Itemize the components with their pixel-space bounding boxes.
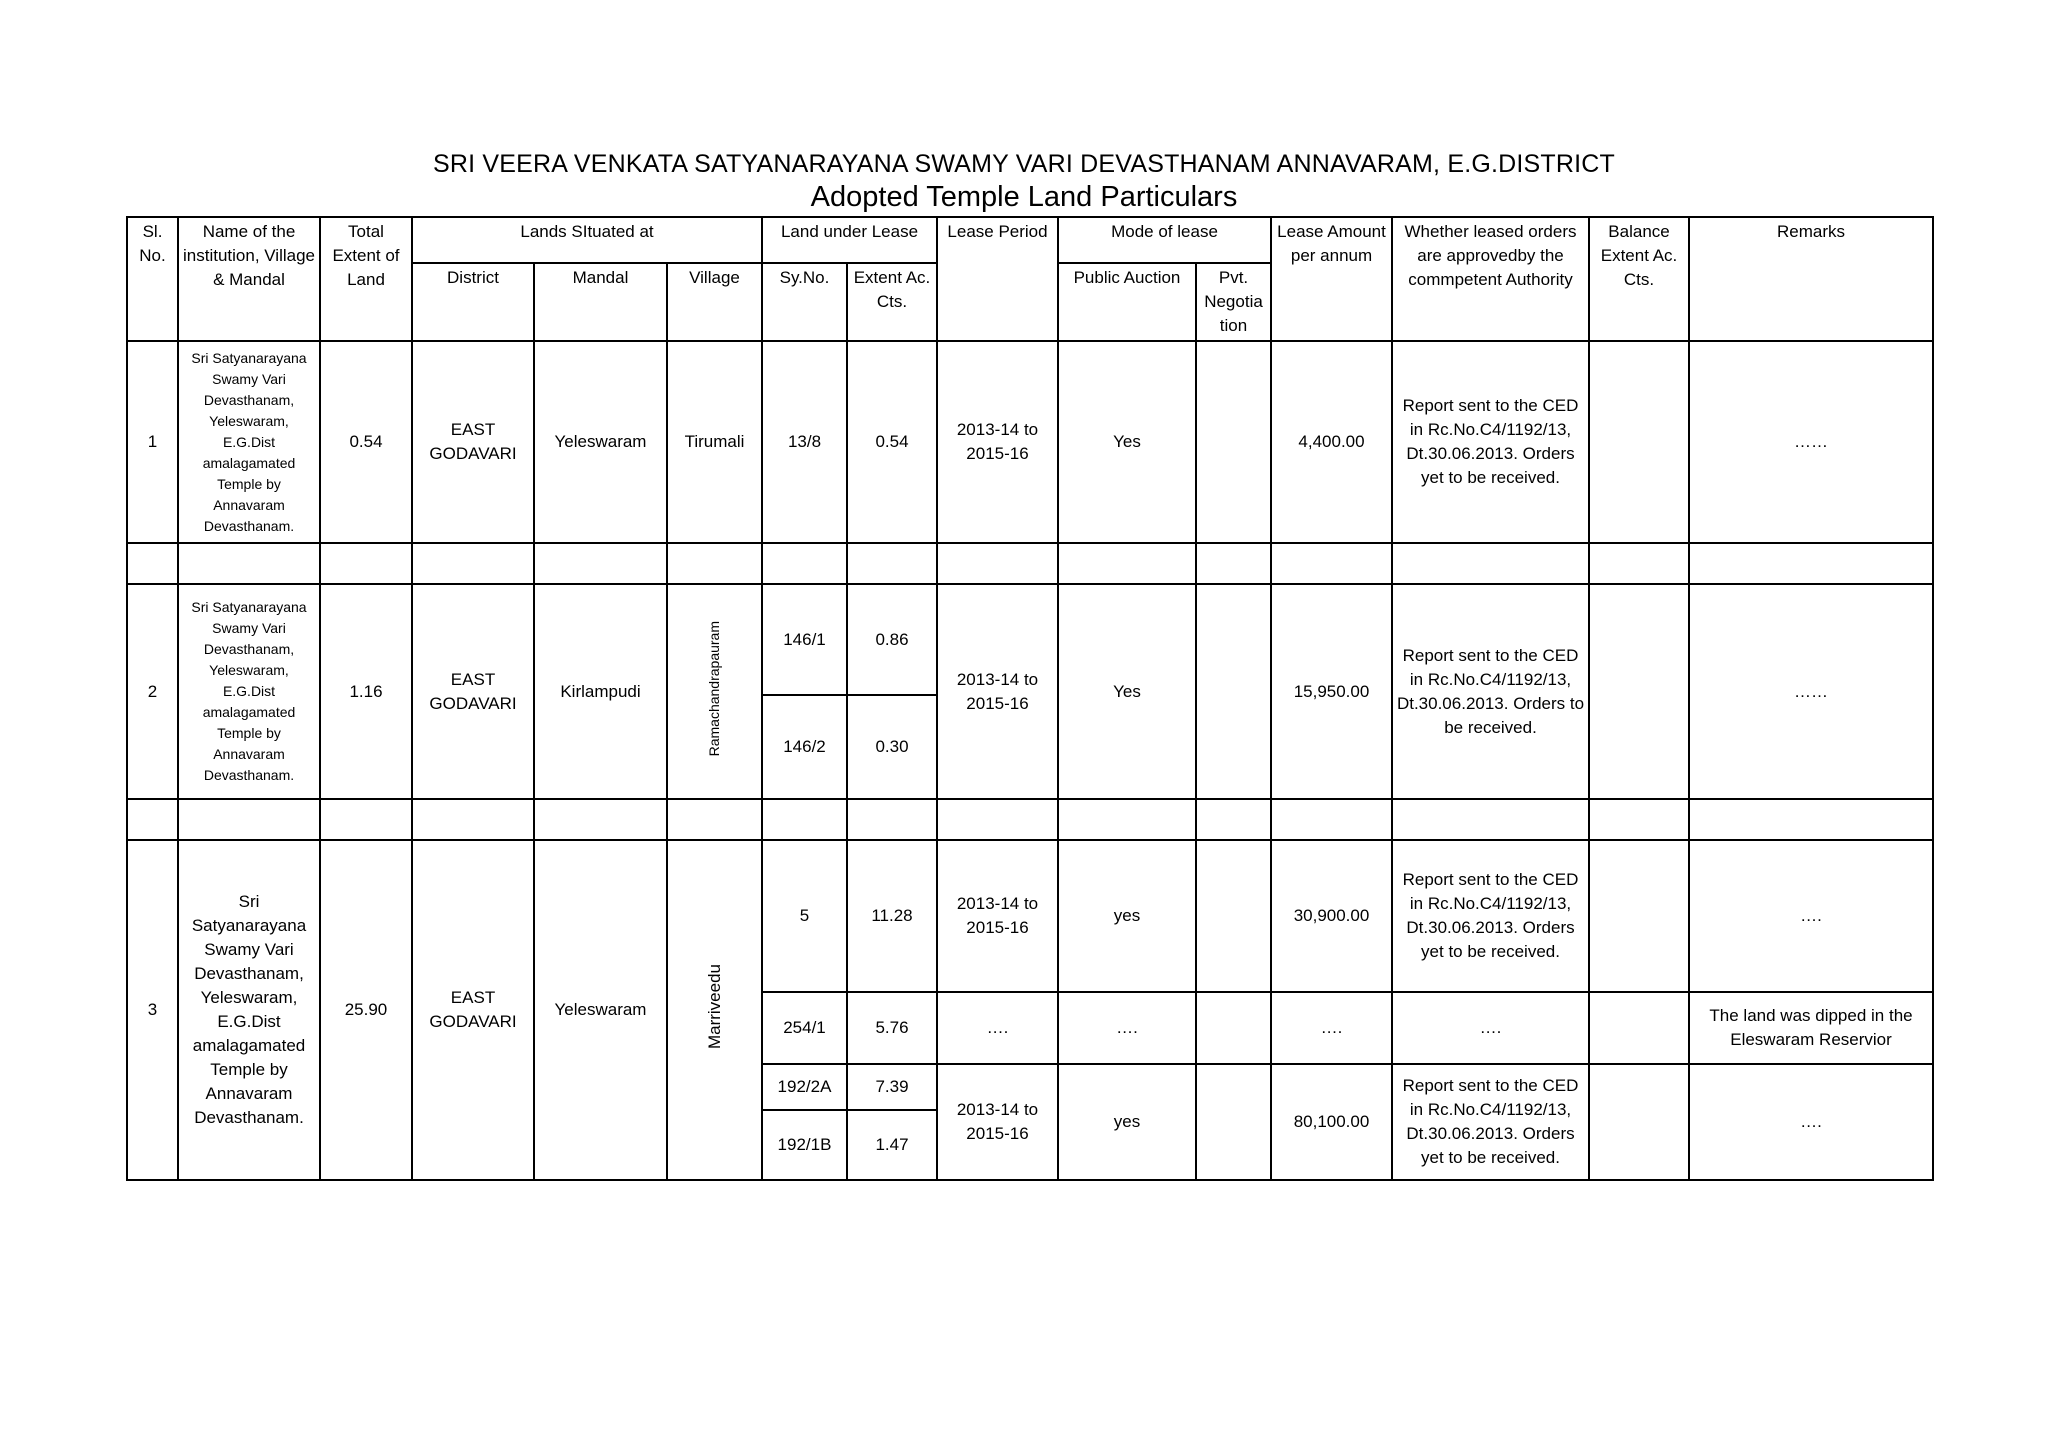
cell-name: Sri Satyanarayana Swamy Vari Devasthanam, Yeleswaram, E.G.Dist amalagamated Temple by Annavaram Devasthanam. <box>178 341 320 543</box>
cell-balance <box>1589 341 1689 543</box>
cell-extent: 5.76 <box>847 992 937 1064</box>
cell-approved: …. <box>1392 992 1589 1064</box>
cell-village <box>667 840 762 1180</box>
cell-balance <box>1589 584 1689 799</box>
header-sy-no: Sy.No. <box>762 263 847 341</box>
cell-lease-period: 2013-14 to 2015-16 <box>937 840 1058 992</box>
cell-public-auction: …. <box>1058 992 1196 1064</box>
village-vertical-label: Marriveedu <box>704 963 724 1050</box>
cell-name: Sri Satyanarayana Swamy Vari Devasthanam, Yeleswaram, E.G.Dist amalagamated Temple by Annavaram Devasthanam. <box>178 584 320 799</box>
cell-remarks: …… <box>1689 341 1933 543</box>
cell-lease-amount: 15,950.00 <box>1271 584 1392 799</box>
header-district: District <box>412 263 534 341</box>
cell-village <box>667 584 762 799</box>
header-sl-no: Sl. No. <box>127 217 178 341</box>
cell-balance <box>1589 1064 1689 1180</box>
cell-sy-no: 254/1 <box>762 992 847 1064</box>
header-lease-amount: Lease Amount per annum <box>1271 217 1392 341</box>
cell-public-auction: yes <box>1058 840 1196 992</box>
cell-sy-no: 192/2A <box>762 1064 847 1110</box>
header-public-auction: Public Auction <box>1058 263 1196 341</box>
cell-public-auction: Yes <box>1058 584 1196 799</box>
cell-extent: 0.86 <box>847 584 937 695</box>
header-village: Village <box>667 263 762 341</box>
cell-pvt-negotiation <box>1196 840 1271 992</box>
header-pvt-negotiation: Pvt. Negotia tion <box>1196 263 1271 341</box>
cell-sy-no: 13/8 <box>762 341 847 543</box>
cell-sy-no: 146/2 <box>762 695 847 799</box>
cell-approved: Report sent to the CED in Rc.No.C4/1192/13, Dt.30.06.2013. Orders to be received. <box>1392 584 1589 799</box>
land-particulars-table <box>126 216 1934 1181</box>
table-row <box>127 584 1933 695</box>
document-subtitle: Adopted Temple Land Particulars <box>810 181 1238 213</box>
cell-public-auction: Yes <box>1058 341 1196 543</box>
cell-lease-amount: 30,900.00 <box>1271 840 1392 992</box>
header-land-under-lease: Land under Lease <box>762 217 937 263</box>
cell-lease-period: …. <box>937 992 1058 1064</box>
cell-pvt-negotiation <box>1196 992 1271 1064</box>
cell-total: 0.54 <box>320 341 412 543</box>
table-row <box>127 341 1933 543</box>
cell-sl: 2 <box>127 584 178 799</box>
header-mandal: Mandal <box>534 263 667 341</box>
header-balance-extent: Balance Extent Ac. Cts. <box>1589 217 1689 341</box>
cell-lease-period: 2013-14 to 2015-16 <box>937 1064 1058 1180</box>
cell-district: EAST GODAVARI <box>412 840 534 1180</box>
header-total-extent: Total Extent of Land <box>320 217 412 341</box>
header-remarks: Remarks <box>1689 217 1933 341</box>
document-title: SRI VEERA VENKATA SATYANARAYANA SWAMY VARI DEVASTHANAM ANNAVARAM, E.G.DISTRICT <box>432 150 1616 178</box>
cell-sl: 3 <box>127 840 178 1180</box>
cell-remarks: The land was dipped in the Eleswaram Reservior <box>1689 992 1933 1064</box>
cell-lease-period: 2013-14 to 2015-16 <box>937 341 1058 543</box>
cell-remarks: …. <box>1689 1064 1933 1180</box>
cell-extent: 0.30 <box>847 695 937 799</box>
spacer-row <box>127 543 1933 584</box>
village-vertical-label: Ramachandrapauram <box>706 620 722 757</box>
cell-pvt-negotiation <box>1196 1064 1271 1180</box>
cell-mandal: Yeleswaram <box>534 341 667 543</box>
cell-approved: Report sent to the CED in Rc.No.C4/1192/13, Dt.30.06.2013. Orders yet to be received. <box>1392 341 1589 543</box>
table-row <box>127 840 1933 992</box>
cell-mandal: Yeleswaram <box>534 840 667 1180</box>
cell-district: EAST GODAVARI <box>412 341 534 543</box>
header-lease-period: Lease Period <box>937 217 1058 341</box>
spacer-row <box>127 799 1933 840</box>
header-row-1 <box>127 217 1933 263</box>
cell-extent: 7.39 <box>847 1064 937 1110</box>
cell-sy-no: 5 <box>762 840 847 992</box>
cell-total: 25.90 <box>320 840 412 1180</box>
cell-remarks: …. <box>1689 840 1933 992</box>
cell-sl: 1 <box>127 341 178 543</box>
cell-lease-amount: …. <box>1271 992 1392 1064</box>
cell-balance <box>1589 992 1689 1064</box>
cell-total: 1.16 <box>320 584 412 799</box>
cell-sy-no: 192/1B <box>762 1110 847 1180</box>
cell-approved: Report sent to the CED in Rc.No.C4/1192/13, Dt.30.06.2013. Orders yet to be received. <box>1392 840 1589 992</box>
cell-balance <box>1589 840 1689 992</box>
cell-public-auction: yes <box>1058 1064 1196 1180</box>
cell-remarks: …… <box>1689 584 1933 799</box>
header-extent: Extent Ac. Cts. <box>847 263 937 341</box>
cell-extent: 1.47 <box>847 1110 937 1180</box>
cell-village: Tirumali <box>667 341 762 543</box>
cell-pvt-negotiation <box>1196 341 1271 543</box>
cell-lease-amount: 4,400.00 <box>1271 341 1392 543</box>
cell-sy-no: 146/1 <box>762 584 847 695</box>
cell-name: Sri Satyanarayana Swamy Vari Devasthanam, Yeleswaram, E.G.Dist amalagamated Temple by Annavaram Devasthanam. <box>178 840 320 1180</box>
header-lands-situated: Lands SItuated at <box>412 217 762 263</box>
header-name: Name of the institution, Village & Mandal <box>178 217 320 341</box>
header-mode-of-lease: Mode of lease <box>1058 217 1271 263</box>
cell-extent: 11.28 <box>847 840 937 992</box>
cell-mandal: Kirlampudi <box>534 584 667 799</box>
cell-lease-amount: 80,100.00 <box>1271 1064 1392 1180</box>
cell-extent: 0.54 <box>847 341 937 543</box>
cell-lease-period: 2013-14 to 2015-16 <box>937 584 1058 799</box>
cell-approved: Report sent to the CED in Rc.No.C4/1192/13, Dt.30.06.2013. Orders yet to be received. <box>1392 1064 1589 1180</box>
cell-pvt-negotiation <box>1196 584 1271 799</box>
cell-district: EAST GODAVARI <box>412 584 534 799</box>
header-whether-leased: Whether leased orders are approvedby the commpetent Authority <box>1392 217 1589 341</box>
